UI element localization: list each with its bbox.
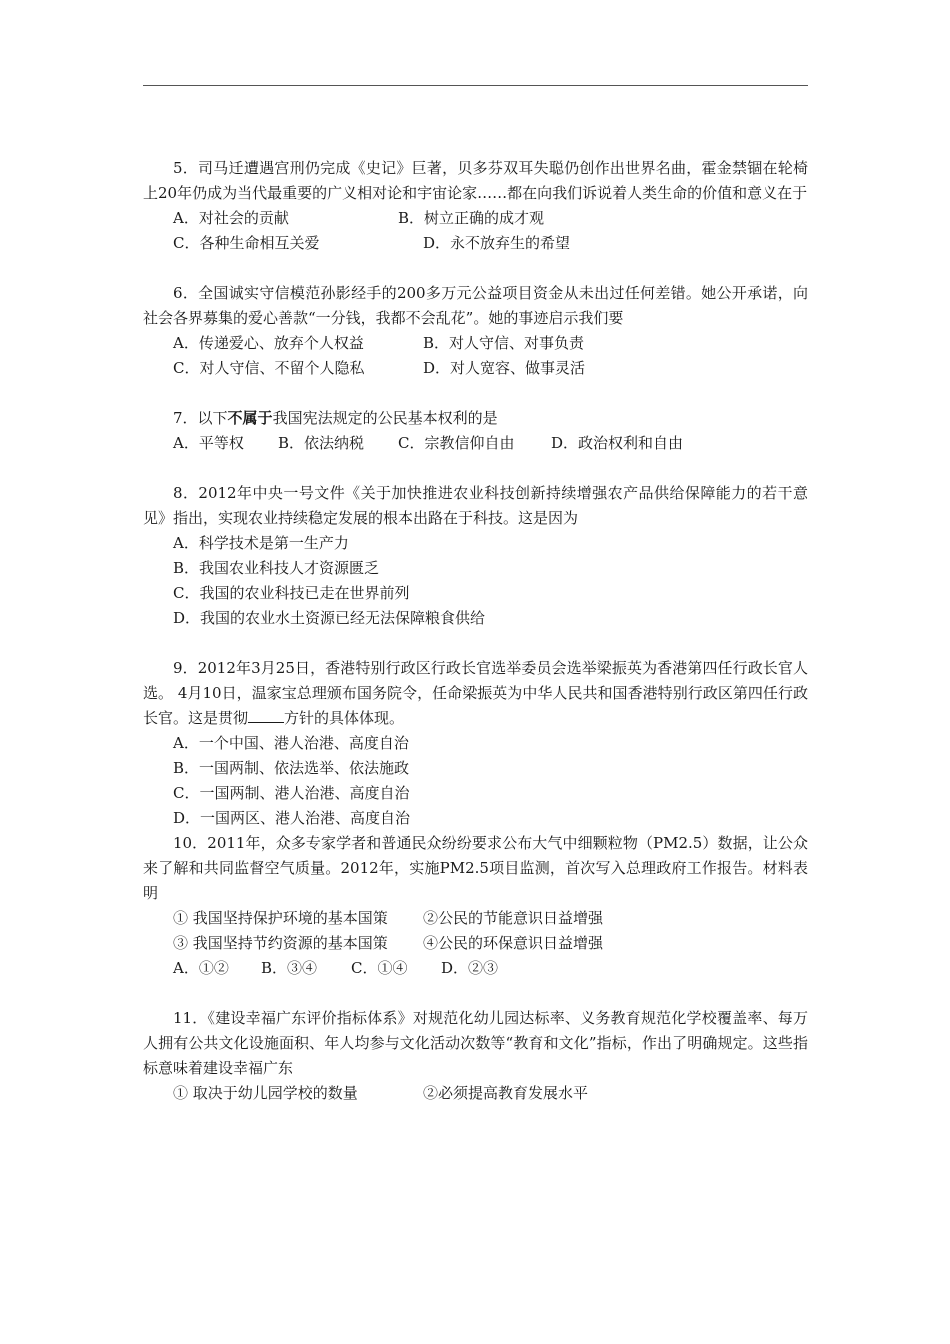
spacer <box>143 981 808 1006</box>
question-7-option-d[interactable]: D．政治权利和自由 <box>551 434 684 452</box>
question-5-options-row-1 <box>143 206 808 231</box>
question-8-option-d[interactable]: D．我国的农业水土资源已经无法保障粮食供给 <box>173 609 486 627</box>
question-6 <box>143 281 808 381</box>
question-5-stem: 5．司马迁遭遇宫刑仍完成《史记》巨著，贝多芬双耳失聪仍创作出世界名曲，霍金禁锢在轮椅上20年仍成为当代最重要的广义相对论和宇宙论家……都在向我们诉说着人类生命的价值和意义在于 <box>143 159 808 202</box>
question-7-stem-emphasis: 不属于 <box>227 409 273 427</box>
question-11-statement-1: ① 取决于幼儿园学校的数量 <box>173 1084 358 1102</box>
question-7-option-c[interactable]: C．宗教信仰自由 <box>398 434 515 452</box>
question-6-option-c[interactable]: C．对人守信、不留个人隐私 <box>173 359 365 377</box>
question-9-option-d[interactable]: D．一国两区、港人治港、高度自治 <box>173 809 411 827</box>
question-10-statement-1: ① 我国坚持保护环境的基本国策 <box>173 909 388 927</box>
question-10-statement-4: ④公民的环保意识日益增强 <box>423 934 604 952</box>
question-6-options-row-1 <box>143 331 808 356</box>
question-10-option-c[interactable]: C．①④ <box>351 959 408 977</box>
question-10 <box>143 831 808 981</box>
question-9-stem-after: 方针的具体体现。 <box>284 709 405 727</box>
question-11 <box>143 1006 808 1106</box>
question-10-option-a[interactable]: A．①② <box>173 959 229 977</box>
question-8-option-b[interactable]: B．我国农业科技人才资源匮乏 <box>173 559 380 577</box>
question-10-options-row <box>143 956 808 981</box>
spacer <box>143 256 808 281</box>
question-9 <box>143 656 808 831</box>
question-9-blank <box>248 707 284 723</box>
question-11-stem: 11．《建设幸福广东评价指标体系》对规范化幼儿园达标率、义务教育规范化学校覆盖率、每万人拥有公共文化设施面积、年人均参与文化活动次数等“教育和文化”指标，作出了明确规定。这些指标意味着建设幸福广东 <box>143 1009 808 1077</box>
question-9-option-c[interactable]: C．一国两制、港人治港、高度自治 <box>173 784 410 802</box>
question-10-statements-row-1 <box>143 906 808 931</box>
question-5 <box>143 156 808 256</box>
question-10-option-d[interactable]: D．②③ <box>441 959 499 977</box>
question-11-statements-row-1 <box>143 1081 808 1106</box>
spacer <box>143 631 808 656</box>
header-rule <box>143 85 808 86</box>
question-5-options-row-2 <box>143 231 808 256</box>
question-6-option-a[interactable]: A．传递爱心、放弃个人权益 <box>173 334 364 352</box>
question-8-option-a[interactable]: A．科学技术是第一生产力 <box>173 534 349 552</box>
question-7-options-row <box>143 431 808 456</box>
question-7-option-a[interactable]: A．平等权 <box>173 434 244 452</box>
question-5-option-c[interactable]: C．各种生命相互关爱 <box>173 234 320 252</box>
question-8 <box>143 481 808 631</box>
question-8-option-c[interactable]: C．我国的农业科技已走在世界前列 <box>173 584 410 602</box>
question-10-statement-3: ③ 我国坚持节约资源的基本国策 <box>173 934 388 952</box>
question-8-stem: 8．2012年中央一号文件《关于加快推进农业科技创新持续增强农产品供给保障能力的若干意见》指出，实现农业持续稳定发展的根本出路在于科技。这是因为 <box>143 484 808 527</box>
question-7-stem-after: 我国宪法规定的公民基本权利的是 <box>272 409 498 427</box>
question-10-statement-2: ②公民的节能意识日益增强 <box>423 909 604 927</box>
question-5-option-d[interactable]: D．永不放弃生的希望 <box>423 234 571 252</box>
question-9-option-b[interactable]: B．一国两制、依法选举、依法施政 <box>173 759 410 777</box>
question-7 <box>143 406 808 456</box>
question-7-stem <box>143 406 808 431</box>
question-6-option-b[interactable]: B．对人守信、对事负责 <box>423 334 585 352</box>
question-11-statement-2: ②必须提高教育发展水平 <box>423 1084 589 1102</box>
spacer <box>143 381 808 406</box>
question-10-statements-row-2 <box>143 931 808 956</box>
question-9-option-a[interactable]: A．一个中国、港人治港、高度自治 <box>173 734 409 752</box>
question-7-option-b[interactable]: B．依法纳税 <box>278 434 365 452</box>
question-9-stem <box>143 656 808 731</box>
question-10-option-b[interactable]: B．③④ <box>261 959 318 977</box>
question-5-option-b[interactable]: B．树立正确的成才观 <box>398 209 545 227</box>
question-6-option-d[interactable]: D．对人宽容、做事灵活 <box>423 359 586 377</box>
question-6-stem: 6．全国诚实守信模范孙影经手的200多万元公益项目资金从未出过任何差错。她公开承诺，向社会各界募集的爱心善款“一分钱，我都不会乱花”。她的事迹启示我们要 <box>143 284 808 327</box>
question-5-option-a[interactable]: A．对社会的贡献 <box>173 209 289 227</box>
question-6-options-row-2 <box>143 356 808 381</box>
question-7-stem-before: 7．以下 <box>173 409 228 427</box>
spacer <box>143 456 808 481</box>
question-10-stem: 10．2011年，众多专家学者和普通民众纷纷要求公布大气中细颗粒物（PM2.5）数据，让公众来了解和共同监督空气质量。2012年，实施PM2.5项目监测，首次写入总理政府工作报告。材料表明 <box>143 834 808 902</box>
exam-page <box>143 156 808 1106</box>
question-9-stem-before: 9．2012年3月25日，香港特别行政区行政长官选举委员会选举梁振英为香港第四任行政长官人选。 4月10日，温家宝总理颁布国务院令，任命梁振英为中华人民共和国香港特别行政区第四任行政长官。这是贯彻 <box>143 659 808 727</box>
